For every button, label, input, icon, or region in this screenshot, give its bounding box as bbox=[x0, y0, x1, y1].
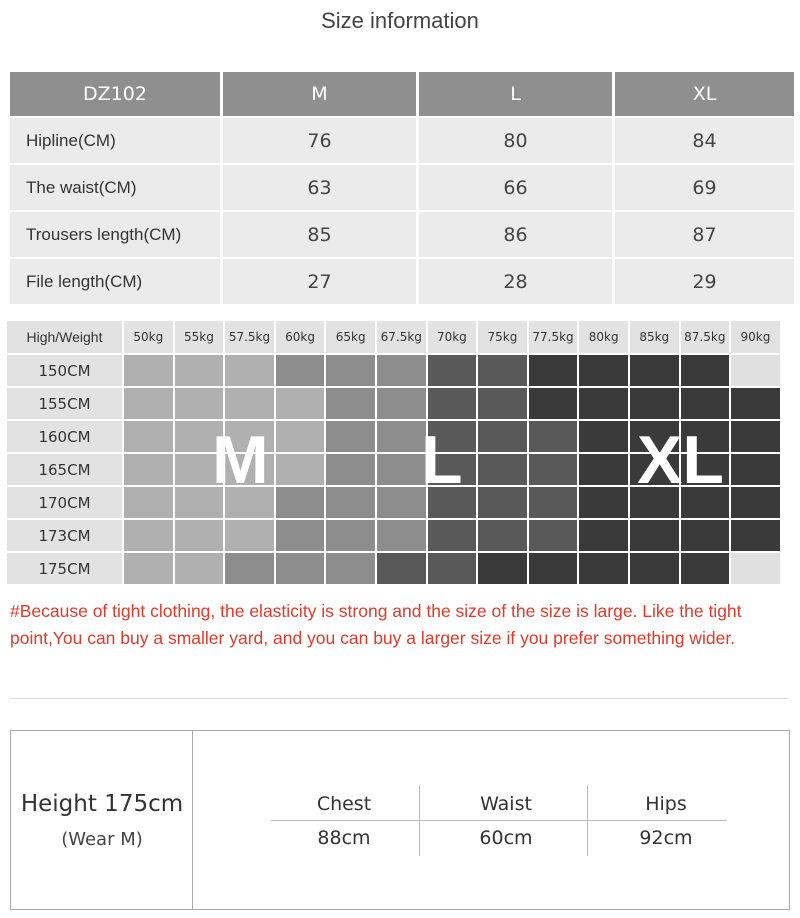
size-cell bbox=[225, 553, 274, 584]
table-row bbox=[10, 165, 794, 210]
size-cell bbox=[478, 355, 527, 386]
size-cell bbox=[124, 520, 173, 551]
weight-header: 50kg bbox=[124, 321, 173, 353]
size-cell bbox=[225, 355, 274, 386]
height-weight-chart bbox=[7, 321, 793, 585]
row-label: File length(CM) bbox=[10, 259, 220, 304]
size-cell bbox=[276, 421, 325, 452]
size-cell bbox=[630, 553, 679, 584]
table-row bbox=[10, 212, 794, 257]
row-label: Hipline(CM) bbox=[10, 118, 220, 163]
size-cell bbox=[731, 388, 780, 419]
size-cell bbox=[225, 520, 274, 551]
measure-hips bbox=[586, 783, 746, 855]
measure-label: Waist bbox=[480, 793, 532, 815]
size-cell bbox=[428, 355, 477, 386]
height-header: 160CM bbox=[7, 421, 122, 452]
measure-label: Chest bbox=[316, 793, 372, 815]
size-cell bbox=[731, 553, 780, 584]
weight-header: 85kg bbox=[630, 321, 679, 353]
weight-header: 90kg bbox=[731, 321, 780, 353]
size-cell bbox=[681, 553, 730, 584]
weight-header: 77.5kg bbox=[529, 321, 578, 353]
row-label: The waist(CM) bbox=[10, 165, 220, 210]
measure-label: Hips bbox=[645, 793, 687, 815]
size-table-header-model: DZ102 bbox=[10, 72, 220, 116]
measure-waist bbox=[426, 783, 586, 855]
size-cell bbox=[175, 355, 224, 386]
size-cell bbox=[529, 487, 578, 518]
weight-header: 65kg bbox=[326, 321, 375, 353]
size-cell bbox=[377, 553, 426, 584]
cell-value: 85 bbox=[223, 212, 416, 257]
size-cell bbox=[478, 553, 527, 584]
model-height: Height 175cm bbox=[20, 791, 184, 817]
size-cell bbox=[276, 520, 325, 551]
size-table-header-l: L bbox=[419, 72, 612, 116]
cell-value: 87 bbox=[615, 212, 794, 257]
page-title: Size information bbox=[321, 8, 479, 33]
size-cell bbox=[681, 520, 730, 551]
size-cell bbox=[377, 355, 426, 386]
cell-value: 84 bbox=[615, 118, 794, 163]
size-cell bbox=[377, 454, 426, 485]
size-cell bbox=[326, 520, 375, 551]
size-letter-l: L bbox=[421, 422, 463, 498]
cell-value: 66 bbox=[419, 165, 612, 210]
size-cell bbox=[124, 388, 173, 419]
measure-value: 88cm bbox=[317, 827, 371, 849]
divider bbox=[10, 698, 788, 699]
size-cell bbox=[124, 454, 173, 485]
height-header: 165CM bbox=[7, 454, 122, 485]
weight-header: 87.5kg bbox=[681, 321, 730, 353]
size-cell bbox=[175, 553, 224, 584]
size-cell bbox=[428, 388, 477, 419]
weight-header: 80kg bbox=[579, 321, 628, 353]
size-cell bbox=[579, 454, 628, 485]
size-cell bbox=[731, 355, 780, 386]
size-cell bbox=[124, 487, 173, 518]
size-cell bbox=[529, 355, 578, 386]
height-header: 170CM bbox=[7, 487, 122, 518]
size-cell bbox=[529, 520, 578, 551]
size-cell bbox=[276, 355, 325, 386]
size-cell bbox=[428, 553, 477, 584]
cell-value: 28 bbox=[419, 259, 612, 304]
size-cell bbox=[529, 553, 578, 584]
size-cell bbox=[681, 355, 730, 386]
size-cell bbox=[731, 454, 780, 485]
size-cell bbox=[579, 421, 628, 452]
cell-value: 27 bbox=[223, 259, 416, 304]
size-cell bbox=[579, 520, 628, 551]
table-row bbox=[10, 259, 794, 304]
size-cell bbox=[124, 421, 173, 452]
measure-chest bbox=[264, 783, 424, 855]
size-cell bbox=[276, 388, 325, 419]
size-cell bbox=[478, 487, 527, 518]
cell-value: 86 bbox=[419, 212, 612, 257]
cell-value: 63 bbox=[223, 165, 416, 210]
cell-value: 69 bbox=[615, 165, 794, 210]
size-cell bbox=[175, 388, 224, 419]
size-cell bbox=[124, 355, 173, 386]
size-cell bbox=[377, 520, 426, 551]
size-cell bbox=[175, 520, 224, 551]
grid-corner-label: High/Weight bbox=[7, 321, 122, 353]
row-label: Trousers length(CM) bbox=[10, 212, 220, 257]
height-header: 175CM bbox=[7, 553, 122, 584]
model-info-box bbox=[10, 730, 790, 910]
height-header: 150CM bbox=[7, 355, 122, 386]
weight-header: 55kg bbox=[175, 321, 224, 353]
measure-value: 60cm bbox=[479, 827, 533, 849]
size-cell bbox=[276, 487, 325, 518]
size-cell bbox=[630, 355, 679, 386]
size-cell bbox=[529, 454, 578, 485]
size-letter-xl: XL bbox=[637, 422, 724, 498]
cell-value: 80 bbox=[419, 118, 612, 163]
size-cell bbox=[428, 520, 477, 551]
size-cell bbox=[225, 388, 274, 419]
weight-header: 60kg bbox=[276, 321, 325, 353]
size-cell bbox=[478, 454, 527, 485]
size-cell bbox=[276, 553, 325, 584]
size-cell bbox=[326, 355, 375, 386]
sizing-note: #Because of tight clothing, the elasticity is strong and the size of the size is large. Like the tight point,You can buy a smaller yard, and you can buy a larger size if you prefer something wider. bbox=[10, 601, 742, 648]
size-cell bbox=[579, 388, 628, 419]
weight-header: 67.5kg bbox=[377, 321, 426, 353]
cell-value: 76 bbox=[223, 118, 416, 163]
weight-header: 57.5kg bbox=[225, 321, 274, 353]
table-row bbox=[10, 118, 794, 163]
model-summary bbox=[11, 731, 193, 909]
size-cell bbox=[731, 487, 780, 518]
size-cell bbox=[478, 388, 527, 419]
cell-value: 29 bbox=[615, 259, 794, 304]
size-cell bbox=[124, 553, 173, 584]
weight-header: 75kg bbox=[478, 321, 527, 353]
size-table-header-row bbox=[10, 72, 794, 116]
height-header: 173CM bbox=[7, 520, 122, 551]
model-wear-size: (Wear M) bbox=[61, 829, 143, 850]
size-letter-m: M bbox=[212, 422, 269, 498]
size-table-header-m: M bbox=[223, 72, 416, 116]
size-cell bbox=[276, 454, 325, 485]
size-cell bbox=[731, 520, 780, 551]
size-cell bbox=[377, 388, 426, 419]
measure-value: 92cm bbox=[639, 827, 693, 849]
size-cell bbox=[377, 487, 426, 518]
size-cell bbox=[579, 355, 628, 386]
size-cell bbox=[579, 487, 628, 518]
size-cell bbox=[529, 388, 578, 419]
size-cell bbox=[326, 388, 375, 419]
size-cell bbox=[326, 487, 375, 518]
size-cell bbox=[630, 520, 679, 551]
size-cell bbox=[529, 421, 578, 452]
size-cell bbox=[377, 421, 426, 452]
size-cell bbox=[681, 388, 730, 419]
size-cell bbox=[478, 421, 527, 452]
size-cell bbox=[326, 454, 375, 485]
size-table bbox=[7, 70, 797, 306]
size-cell bbox=[579, 553, 628, 584]
size-cell bbox=[478, 520, 527, 551]
size-cell bbox=[630, 388, 679, 419]
height-header: 155CM bbox=[7, 388, 122, 419]
size-cell bbox=[326, 553, 375, 584]
weight-header: 70kg bbox=[428, 321, 477, 353]
size-cell bbox=[326, 421, 375, 452]
size-table-header-xl: XL bbox=[615, 72, 794, 116]
size-cell bbox=[731, 421, 780, 452]
